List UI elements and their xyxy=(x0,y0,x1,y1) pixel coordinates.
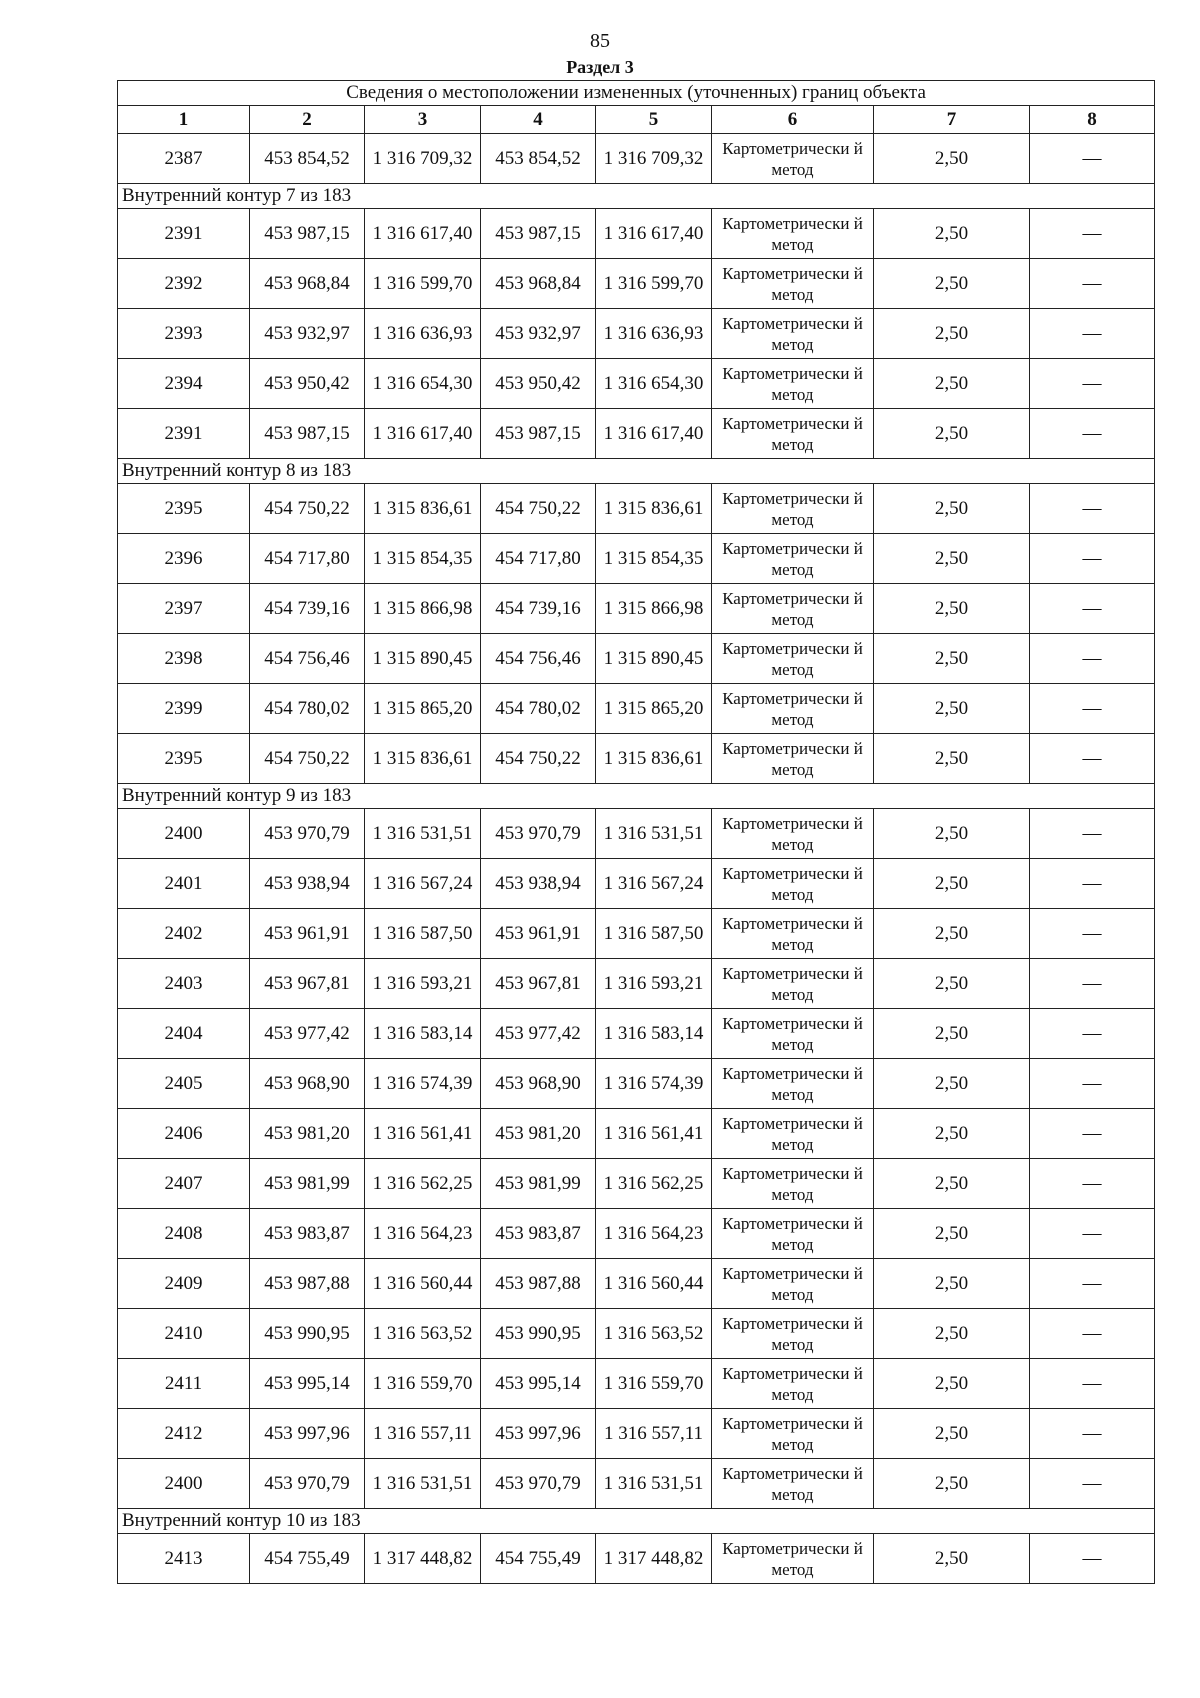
method-cell: Картометрически й метод xyxy=(712,1209,874,1259)
y-new-cell: 1 316 587,50 xyxy=(596,909,712,959)
y-new-cell: 1 316 531,51 xyxy=(596,1459,712,1509)
method-cell: Картометрически й метод xyxy=(712,1109,874,1159)
table-row xyxy=(118,484,1155,534)
column-number: 5 xyxy=(596,106,712,134)
table-row xyxy=(118,309,1155,359)
table-row xyxy=(118,1534,1155,1584)
y-existing-cell: 1 315 865,20 xyxy=(365,684,481,734)
description-cell: — xyxy=(1030,409,1155,459)
x-new-cell: 453 987,15 xyxy=(481,409,596,459)
y-new-cell: 1 315 865,20 xyxy=(596,684,712,734)
point-number-cell: 2409 xyxy=(118,1259,250,1309)
x-new-cell: 453 932,97 xyxy=(481,309,596,359)
accuracy-cell: 2,50 xyxy=(874,1309,1030,1359)
description-cell: — xyxy=(1030,1059,1155,1109)
description-cell: — xyxy=(1030,1259,1155,1309)
y-existing-cell: 1 316 617,40 xyxy=(365,409,481,459)
y-existing-cell: 1 316 557,11 xyxy=(365,1409,481,1459)
table-row xyxy=(118,634,1155,684)
accuracy-cell: 2,50 xyxy=(874,1409,1030,1459)
point-number-cell: 2400 xyxy=(118,1459,250,1509)
x-new-cell: 453 987,88 xyxy=(481,1259,596,1309)
x-existing-cell: 453 950,42 xyxy=(250,359,365,409)
table-caption: Сведения о местоположении измененных (уточненных) границ объекта xyxy=(118,81,1155,106)
accuracy-cell: 2,50 xyxy=(874,309,1030,359)
contour-header-row xyxy=(118,1509,1155,1534)
accuracy-cell: 2,50 xyxy=(874,1259,1030,1309)
method-cell: Картометрически й метод xyxy=(712,484,874,534)
description-cell: — xyxy=(1030,1534,1155,1584)
point-number-cell: 2404 xyxy=(118,1009,250,1059)
description-cell: — xyxy=(1030,684,1155,734)
description-cell: — xyxy=(1030,209,1155,259)
x-new-cell: 453 995,14 xyxy=(481,1359,596,1409)
point-number-cell: 2393 xyxy=(118,309,250,359)
method-cell: Картометрически й метод xyxy=(712,1459,874,1509)
table-row xyxy=(118,1459,1155,1509)
y-existing-cell: 1 316 574,39 xyxy=(365,1059,481,1109)
table-row xyxy=(118,859,1155,909)
y-existing-cell: 1 316 636,93 xyxy=(365,309,481,359)
table-row xyxy=(118,134,1155,184)
table-row xyxy=(118,1259,1155,1309)
x-existing-cell: 453 961,91 xyxy=(250,909,365,959)
column-number-row xyxy=(118,106,1155,134)
x-new-cell: 453 961,91 xyxy=(481,909,596,959)
method-cell: Картометрически й метод xyxy=(712,859,874,909)
x-existing-cell: 453 987,15 xyxy=(250,209,365,259)
x-new-cell: 454 750,22 xyxy=(481,484,596,534)
table-row xyxy=(118,534,1155,584)
y-existing-cell: 1 316 531,51 xyxy=(365,1459,481,1509)
description-cell: — xyxy=(1030,1409,1155,1459)
y-new-cell: 1 316 617,40 xyxy=(596,209,712,259)
x-existing-cell: 453 970,79 xyxy=(250,1459,365,1509)
accuracy-cell: 2,50 xyxy=(874,1009,1030,1059)
point-number-cell: 2396 xyxy=(118,534,250,584)
description-cell: — xyxy=(1030,1459,1155,1509)
table-row xyxy=(118,1059,1155,1109)
x-existing-cell: 453 854,52 xyxy=(250,134,365,184)
point-number-cell: 2405 xyxy=(118,1059,250,1109)
column-number: 6 xyxy=(712,106,874,134)
point-number-cell: 2411 xyxy=(118,1359,250,1409)
method-cell: Картометрически й метод xyxy=(712,684,874,734)
y-existing-cell: 1 316 564,23 xyxy=(365,1209,481,1259)
y-new-cell: 1 316 562,25 xyxy=(596,1159,712,1209)
accuracy-cell: 2,50 xyxy=(874,484,1030,534)
contour-header-row xyxy=(118,184,1155,209)
point-number-cell: 2401 xyxy=(118,859,250,909)
x-new-cell: 453 981,99 xyxy=(481,1159,596,1209)
y-existing-cell: 1 316 562,25 xyxy=(365,1159,481,1209)
table-row xyxy=(118,1409,1155,1459)
description-cell: — xyxy=(1030,1309,1155,1359)
contour-label: Внутренний контур 7 из 183 xyxy=(118,184,1155,209)
accuracy-cell: 2,50 xyxy=(874,1534,1030,1584)
y-existing-cell: 1 316 567,24 xyxy=(365,859,481,909)
method-cell: Картометрически й метод xyxy=(712,959,874,1009)
table-row xyxy=(118,409,1155,459)
y-existing-cell: 1 316 617,40 xyxy=(365,209,481,259)
point-number-cell: 2403 xyxy=(118,959,250,1009)
y-existing-cell: 1 316 709,32 xyxy=(365,134,481,184)
method-cell: Картометрически й метод xyxy=(712,634,874,684)
method-cell: Картометрически й метод xyxy=(712,584,874,634)
accuracy-cell: 2,50 xyxy=(874,584,1030,634)
page-number: 85 xyxy=(590,30,610,52)
point-number-cell: 2395 xyxy=(118,484,250,534)
y-new-cell: 1 316 599,70 xyxy=(596,259,712,309)
table-caption-row xyxy=(118,81,1155,106)
method-cell: Картометрически й метод xyxy=(712,1259,874,1309)
x-existing-cell: 454 755,49 xyxy=(250,1534,365,1584)
table-row xyxy=(118,359,1155,409)
y-new-cell: 1 316 567,24 xyxy=(596,859,712,909)
description-cell: — xyxy=(1030,634,1155,684)
accuracy-cell: 2,50 xyxy=(874,259,1030,309)
x-new-cell: 453 938,94 xyxy=(481,859,596,909)
y-new-cell: 1 316 583,14 xyxy=(596,1009,712,1059)
x-existing-cell: 454 756,46 xyxy=(250,634,365,684)
point-number-cell: 2413 xyxy=(118,1534,250,1584)
description-cell: — xyxy=(1030,859,1155,909)
method-cell: Картометрически й метод xyxy=(712,259,874,309)
point-number-cell: 2399 xyxy=(118,684,250,734)
point-number-cell: 2400 xyxy=(118,809,250,859)
point-number-cell: 2398 xyxy=(118,634,250,684)
accuracy-cell: 2,50 xyxy=(874,359,1030,409)
accuracy-cell: 2,50 xyxy=(874,684,1030,734)
point-number-cell: 2392 xyxy=(118,259,250,309)
y-new-cell: 1 317 448,82 xyxy=(596,1534,712,1584)
point-number-cell: 2397 xyxy=(118,584,250,634)
column-number: 8 xyxy=(1030,106,1155,134)
y-new-cell: 1 316 574,39 xyxy=(596,1059,712,1109)
y-existing-cell: 1 316 599,70 xyxy=(365,259,481,309)
table-row xyxy=(118,684,1155,734)
point-number-cell: 2412 xyxy=(118,1409,250,1459)
description-cell: — xyxy=(1030,1209,1155,1259)
x-new-cell: 453 854,52 xyxy=(481,134,596,184)
table-row xyxy=(118,259,1155,309)
method-cell: Картометрически й метод xyxy=(712,409,874,459)
y-new-cell: 1 316 557,11 xyxy=(596,1409,712,1459)
x-existing-cell: 453 968,90 xyxy=(250,1059,365,1109)
x-new-cell: 454 780,02 xyxy=(481,684,596,734)
accuracy-cell: 2,50 xyxy=(874,1359,1030,1409)
contour-label: Внутренний контур 10 из 183 xyxy=(118,1509,1155,1534)
y-new-cell: 1 316 654,30 xyxy=(596,359,712,409)
description-cell: — xyxy=(1030,1009,1155,1059)
method-cell: Картометрически й метод xyxy=(712,1534,874,1584)
coordinates-table xyxy=(117,80,1155,1584)
x-existing-cell: 453 977,42 xyxy=(250,1009,365,1059)
x-existing-cell: 454 750,22 xyxy=(250,484,365,534)
x-new-cell: 454 739,16 xyxy=(481,584,596,634)
column-number: 2 xyxy=(250,106,365,134)
y-new-cell: 1 316 560,44 xyxy=(596,1259,712,1309)
y-new-cell: 1 316 559,70 xyxy=(596,1359,712,1409)
accuracy-cell: 2,50 xyxy=(874,909,1030,959)
table-row xyxy=(118,734,1155,784)
x-existing-cell: 453 981,20 xyxy=(250,1109,365,1159)
y-existing-cell: 1 316 587,50 xyxy=(365,909,481,959)
point-number-cell: 2408 xyxy=(118,1209,250,1259)
x-existing-cell: 453 938,94 xyxy=(250,859,365,909)
point-number-cell: 2395 xyxy=(118,734,250,784)
point-number-cell: 2391 xyxy=(118,209,250,259)
point-number-cell: 2407 xyxy=(118,1159,250,1209)
method-cell: Картометрически й метод xyxy=(712,909,874,959)
description-cell: — xyxy=(1030,1359,1155,1409)
description-cell: — xyxy=(1030,1109,1155,1159)
y-new-cell: 1 316 563,52 xyxy=(596,1309,712,1359)
table-row xyxy=(118,959,1155,1009)
method-cell: Картометрически й метод xyxy=(712,534,874,584)
description-cell: — xyxy=(1030,359,1155,409)
x-existing-cell: 453 983,87 xyxy=(250,1209,365,1259)
y-existing-cell: 1 316 563,52 xyxy=(365,1309,481,1359)
method-cell: Картометрически й метод xyxy=(712,134,874,184)
x-existing-cell: 453 968,84 xyxy=(250,259,365,309)
y-existing-cell: 1 315 854,35 xyxy=(365,534,481,584)
method-cell: Картометрически й метод xyxy=(712,1359,874,1409)
y-existing-cell: 1 316 561,41 xyxy=(365,1109,481,1159)
x-new-cell: 453 970,79 xyxy=(481,809,596,859)
accuracy-cell: 2,50 xyxy=(874,1059,1030,1109)
point-number-cell: 2402 xyxy=(118,909,250,959)
accuracy-cell: 2,50 xyxy=(874,1159,1030,1209)
description-cell: — xyxy=(1030,584,1155,634)
point-number-cell: 2391 xyxy=(118,409,250,459)
y-new-cell: 1 315 866,98 xyxy=(596,584,712,634)
table-row xyxy=(118,1309,1155,1359)
y-existing-cell: 1 315 836,61 xyxy=(365,734,481,784)
method-cell: Картометрически й метод xyxy=(712,734,874,784)
accuracy-cell: 2,50 xyxy=(874,859,1030,909)
y-new-cell: 1 315 836,61 xyxy=(596,484,712,534)
accuracy-cell: 2,50 xyxy=(874,1109,1030,1159)
x-existing-cell: 453 995,14 xyxy=(250,1359,365,1409)
description-cell: — xyxy=(1030,309,1155,359)
point-number-cell: 2406 xyxy=(118,1109,250,1159)
y-new-cell: 1 316 636,93 xyxy=(596,309,712,359)
y-new-cell: 1 316 709,32 xyxy=(596,134,712,184)
x-existing-cell: 453 932,97 xyxy=(250,309,365,359)
description-cell: — xyxy=(1030,959,1155,1009)
method-cell: Картометрически й метод xyxy=(712,809,874,859)
column-number: 1 xyxy=(118,106,250,134)
y-existing-cell: 1 316 593,21 xyxy=(365,959,481,1009)
y-new-cell: 1 316 561,41 xyxy=(596,1109,712,1159)
x-existing-cell: 453 967,81 xyxy=(250,959,365,1009)
method-cell: Картометрически й метод xyxy=(712,359,874,409)
description-cell: — xyxy=(1030,1159,1155,1209)
table-row xyxy=(118,1359,1155,1409)
x-new-cell: 453 968,90 xyxy=(481,1059,596,1109)
point-number-cell: 2410 xyxy=(118,1309,250,1359)
x-new-cell: 453 977,42 xyxy=(481,1009,596,1059)
point-number-cell: 2394 xyxy=(118,359,250,409)
y-existing-cell: 1 316 560,44 xyxy=(365,1259,481,1309)
x-existing-cell: 453 987,15 xyxy=(250,409,365,459)
method-cell: Картометрически й метод xyxy=(712,1309,874,1359)
x-existing-cell: 454 739,16 xyxy=(250,584,365,634)
y-new-cell: 1 316 564,23 xyxy=(596,1209,712,1259)
y-existing-cell: 1 316 531,51 xyxy=(365,809,481,859)
description-cell: — xyxy=(1030,734,1155,784)
column-number: 4 xyxy=(481,106,596,134)
x-existing-cell: 454 780,02 xyxy=(250,684,365,734)
table-row xyxy=(118,1009,1155,1059)
description-cell: — xyxy=(1030,484,1155,534)
table-row xyxy=(118,209,1155,259)
x-existing-cell: 453 970,79 xyxy=(250,809,365,859)
table-row xyxy=(118,1209,1155,1259)
accuracy-cell: 2,50 xyxy=(874,209,1030,259)
point-number-cell: 2387 xyxy=(118,134,250,184)
contour-header-row xyxy=(118,784,1155,809)
table-row xyxy=(118,809,1155,859)
x-existing-cell: 453 981,99 xyxy=(250,1159,365,1209)
description-cell: — xyxy=(1030,259,1155,309)
y-new-cell: 1 316 617,40 xyxy=(596,409,712,459)
accuracy-cell: 2,50 xyxy=(874,734,1030,784)
description-cell: — xyxy=(1030,909,1155,959)
table-body xyxy=(118,134,1155,1584)
x-existing-cell: 453 987,88 xyxy=(250,1259,365,1309)
description-cell: — xyxy=(1030,134,1155,184)
table-row xyxy=(118,1109,1155,1159)
contour-header-row xyxy=(118,459,1155,484)
y-existing-cell: 1 316 559,70 xyxy=(365,1359,481,1409)
column-number: 3 xyxy=(365,106,481,134)
y-existing-cell: 1 315 866,98 xyxy=(365,584,481,634)
y-new-cell: 1 316 531,51 xyxy=(596,809,712,859)
x-existing-cell: 454 750,22 xyxy=(250,734,365,784)
column-number: 7 xyxy=(874,106,1030,134)
x-new-cell: 453 981,20 xyxy=(481,1109,596,1159)
accuracy-cell: 2,50 xyxy=(874,634,1030,684)
y-existing-cell: 1 317 448,82 xyxy=(365,1534,481,1584)
y-new-cell: 1 316 593,21 xyxy=(596,959,712,1009)
x-new-cell: 453 990,95 xyxy=(481,1309,596,1359)
y-new-cell: 1 315 836,61 xyxy=(596,734,712,784)
x-existing-cell: 454 717,80 xyxy=(250,534,365,584)
y-existing-cell: 1 315 836,61 xyxy=(365,484,481,534)
accuracy-cell: 2,50 xyxy=(874,534,1030,584)
method-cell: Картометрически й метод xyxy=(712,1009,874,1059)
x-new-cell: 453 968,84 xyxy=(481,259,596,309)
table-row xyxy=(118,584,1155,634)
x-new-cell: 454 717,80 xyxy=(481,534,596,584)
y-existing-cell: 1 315 890,45 xyxy=(365,634,481,684)
method-cell: Картометрически й метод xyxy=(712,1159,874,1209)
x-new-cell: 454 750,22 xyxy=(481,734,596,784)
x-new-cell: 453 987,15 xyxy=(481,209,596,259)
method-cell: Картометрически й метод xyxy=(712,1409,874,1459)
x-new-cell: 453 970,79 xyxy=(481,1459,596,1509)
method-cell: Картометрически й метод xyxy=(712,209,874,259)
accuracy-cell: 2,50 xyxy=(874,1209,1030,1259)
table-row xyxy=(118,909,1155,959)
accuracy-cell: 2,50 xyxy=(874,959,1030,1009)
x-new-cell: 453 967,81 xyxy=(481,959,596,1009)
section-title: Раздел 3 xyxy=(566,57,634,77)
description-cell: — xyxy=(1030,534,1155,584)
description-cell: — xyxy=(1030,809,1155,859)
x-new-cell: 453 983,87 xyxy=(481,1209,596,1259)
method-cell: Картометрически й метод xyxy=(712,309,874,359)
accuracy-cell: 2,50 xyxy=(874,809,1030,859)
table-row xyxy=(118,1159,1155,1209)
y-existing-cell: 1 316 654,30 xyxy=(365,359,481,409)
x-new-cell: 453 997,96 xyxy=(481,1409,596,1459)
accuracy-cell: 2,50 xyxy=(874,134,1030,184)
method-cell: Картометрически й метод xyxy=(712,1059,874,1109)
y-existing-cell: 1 316 583,14 xyxy=(365,1009,481,1059)
x-new-cell: 454 755,49 xyxy=(481,1534,596,1584)
y-new-cell: 1 315 890,45 xyxy=(596,634,712,684)
accuracy-cell: 2,50 xyxy=(874,409,1030,459)
contour-label: Внутренний контур 9 из 183 xyxy=(118,784,1155,809)
contour-label: Внутренний контур 8 из 183 xyxy=(118,459,1155,484)
y-new-cell: 1 315 854,35 xyxy=(596,534,712,584)
x-new-cell: 454 756,46 xyxy=(481,634,596,684)
x-existing-cell: 453 997,96 xyxy=(250,1409,365,1459)
x-new-cell: 453 950,42 xyxy=(481,359,596,409)
x-existing-cell: 453 990,95 xyxy=(250,1309,365,1359)
accuracy-cell: 2,50 xyxy=(874,1459,1030,1509)
